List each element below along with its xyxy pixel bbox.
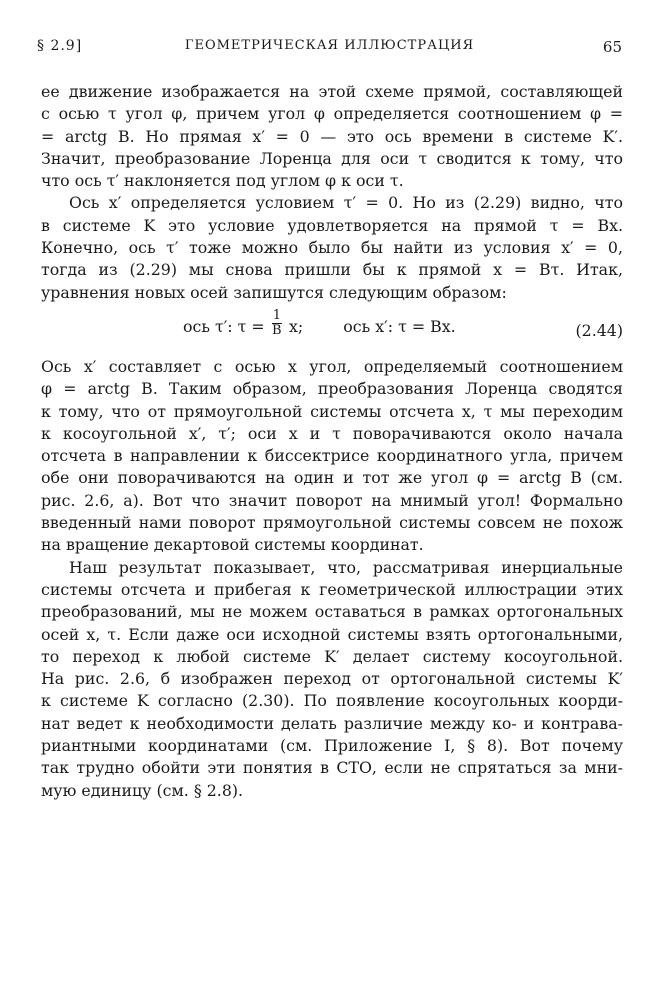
text-line: на вращение декартовой системы координат. — [41, 535, 424, 555]
fraction-numerator: 1 — [272, 307, 281, 323]
text-line: Наш результат показывает, что, рассматривая инерциальные — [69, 557, 623, 577]
text-line: что ось τ′ наклоняется под углом φ к оси τ. — [41, 171, 404, 191]
text-line: обе они поворачиваются на один и тот же угол φ = arctg B (см. — [41, 468, 623, 488]
equation-2-44 — [41, 307, 623, 342]
equation-number: (2.44) — [575, 320, 623, 340]
text-line: в системе K это условие удовлетворяется на прямой τ = Bx. — [41, 215, 623, 235]
text-line: рис. 2.6, a). Вот что значит поворот на мнимый угол! Формально — [41, 490, 623, 510]
text-line: ее движение изображается на этой схеме прямой, составляющей — [41, 82, 623, 101]
equation-part: ось τ′: τ = — [183, 316, 265, 336]
text-line: отсчета в направлении к биссектрисе координатного угла, причем — [41, 446, 623, 466]
text-line: с осью τ угол φ, причем угол φ определяется соотношением φ = — [41, 104, 623, 124]
page-number: 65 — [602, 38, 622, 56]
paragraph-2 — [41, 192, 623, 303]
text-line: риантными координатами (см. Приложение I, § 8). Вот почему — [41, 736, 623, 756]
fraction-denominator: B — [272, 322, 282, 338]
text-line: преобразований, мы не можем оставаться в рамках ортогональных — [41, 602, 623, 622]
text-line: к тому, что от прямоугольной системы отсчета x, τ мы переходим — [41, 401, 623, 421]
equation-part: x; — [289, 316, 304, 336]
chapter-title: ГЕОМЕТРИЧЕСКАЯ ИЛЛЮСТРАЦИЯ — [184, 38, 475, 53]
text-line: так трудно обойти эти понятия в СТО, если не спрятаться за мни- — [41, 758, 623, 778]
text-line: φ = arctg B. Таким образом, преобразования Лоренца сводятся — [41, 379, 623, 399]
fraction — [272, 309, 282, 338]
text-line: системы отсчета и прибегая к геометрической иллюстрации этих — [41, 579, 623, 599]
paragraph-1 — [41, 81, 623, 192]
equation-body — [183, 307, 456, 338]
body-text — [41, 81, 623, 802]
text-line: тогда из (2.29) мы снова пришли бы к прямой x = Bτ. Итак, — [41, 260, 623, 280]
text-line: Ось x′ определяется условием τ′ = 0. Но из (2.29) видно, что — [69, 193, 623, 213]
text-line: На рис. 2.6, б изображен переход от ортогональной системы K′ — [41, 669, 623, 689]
running-header — [37, 38, 622, 60]
text-line: то переход к любой системе K′ делает систему косоугольной. — [41, 646, 623, 666]
text-line: уравнения новых осей запишутся следующим образом: — [41, 282, 507, 302]
text-line: осей x, τ. Если даже оси исходной системы взять ортогональными, — [41, 624, 623, 644]
text-line: к системе K согласно (2.30). По появление косоугольных коорди- — [41, 691, 623, 711]
section-ref: § 2.9] — [37, 38, 83, 54]
text-line: мую единицу (см. § 2.8). — [41, 780, 244, 800]
paragraph-4 — [41, 557, 623, 802]
text-line: Конечно, ось τ′ тоже можно было бы найти из условия x′ = 0, — [41, 238, 623, 258]
text-line: Ось x′ составляет с осью x угол, определяемый соотношением — [41, 356, 623, 376]
text-line: введенный нами поворот прямоугольной системы совсем не похож — [41, 513, 623, 533]
equation-part: ось x′: τ = Bx. — [343, 316, 456, 336]
text-line: = arctg B. Но прямая x′ = 0 — это ось времени в системе K′. — [41, 126, 623, 146]
text-line: нат ведет к необходимости делать различие между ко- и контрава- — [41, 713, 623, 733]
paragraph-3 — [41, 356, 623, 557]
text-line: к косоугольной x′, τ′; оси x и τ поворачиваются около начала — [41, 423, 623, 443]
text-line: Значит, преобразование Лоренца для оси τ сводится к тому, что — [41, 148, 623, 168]
